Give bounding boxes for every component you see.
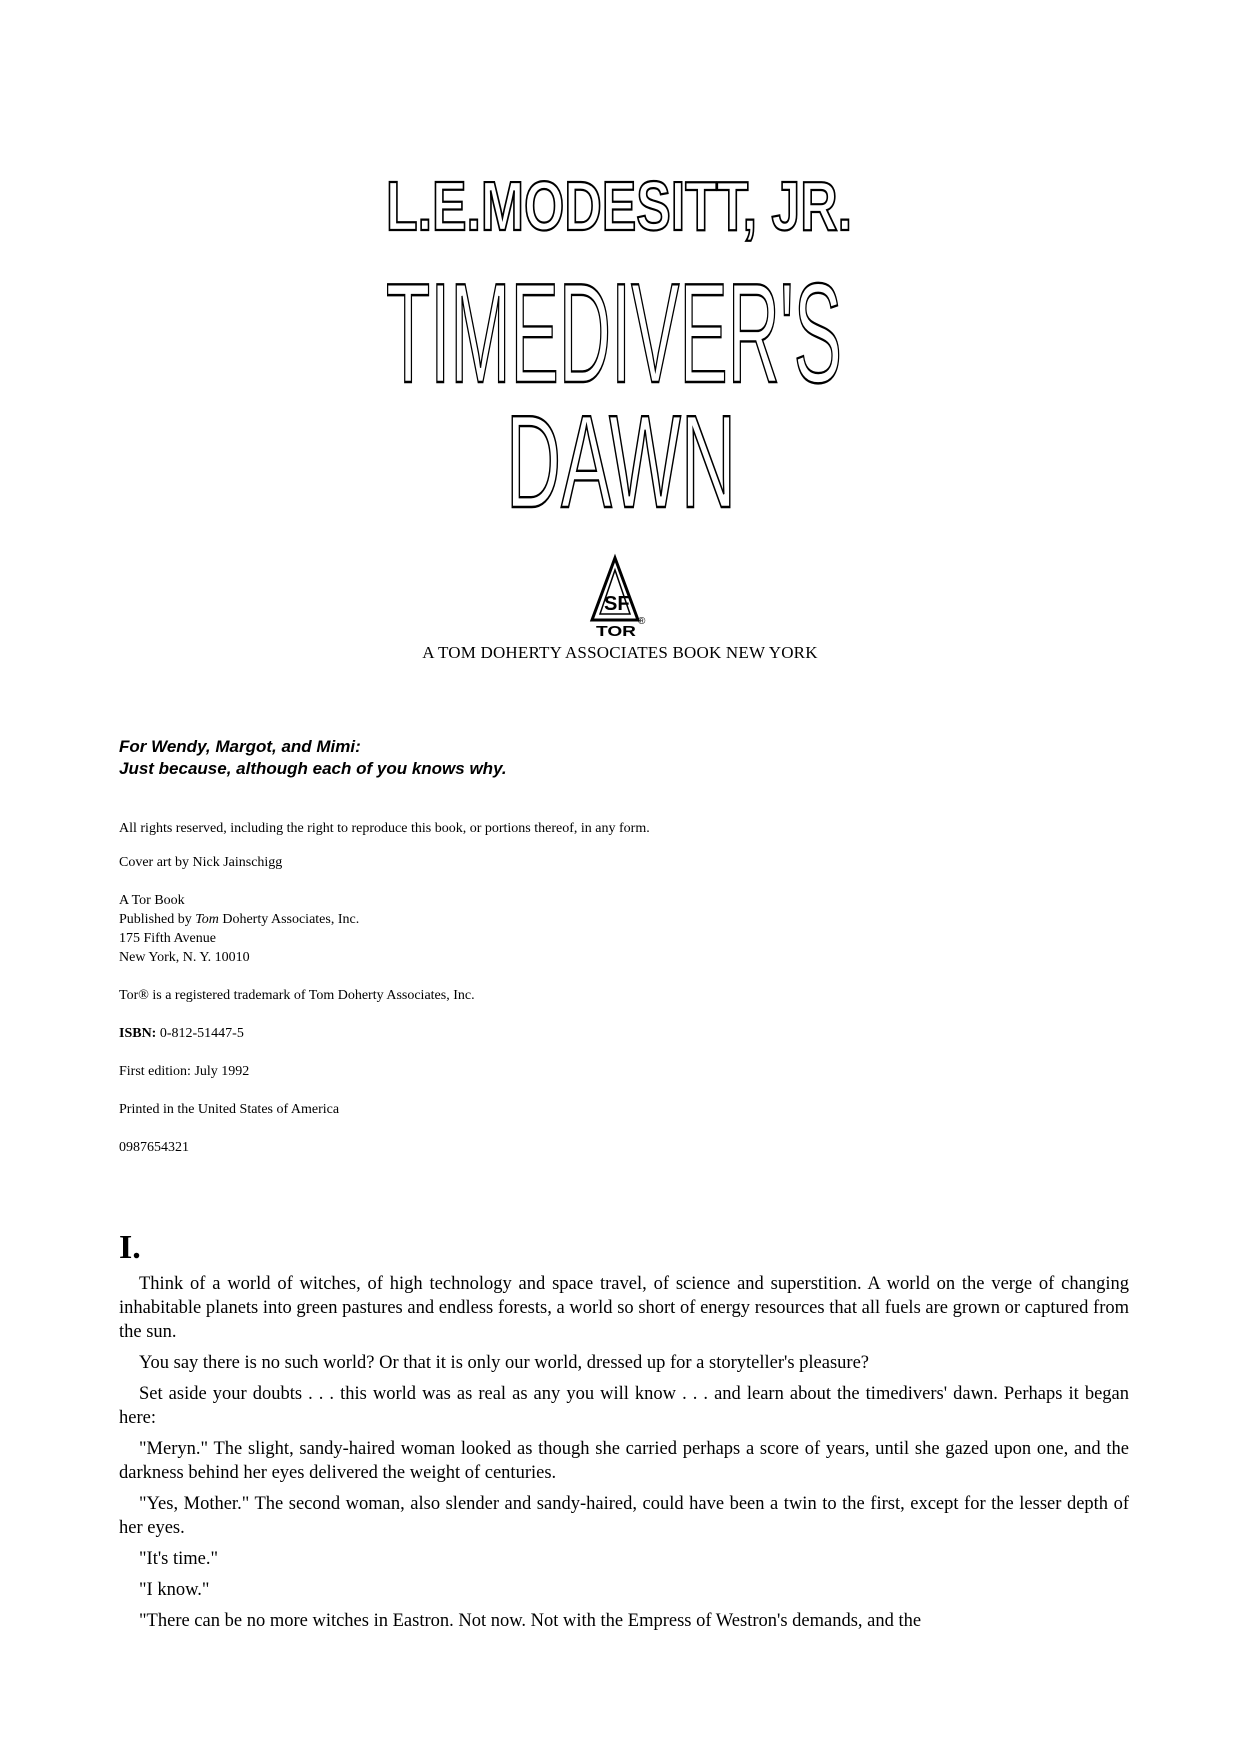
publisher-line-3: 175 Fifth Avenue bbox=[119, 931, 216, 946]
paragraph: "There can be no more witches in Eastron. Not now. Not with the Empress of Westron's demands, and the bbox=[139, 1611, 922, 1631]
chapter-one bbox=[119, 1228, 1129, 1640]
paragraph: "I know." bbox=[139, 1580, 210, 1600]
print-line: 0987654321 bbox=[119, 1140, 189, 1155]
dedication bbox=[119, 736, 919, 780]
publisher-address bbox=[119, 891, 1119, 967]
registered-mark: ® bbox=[638, 616, 646, 627]
author-name: L.E.MODESITT, JR. bbox=[386, 167, 852, 245]
author-name-display bbox=[384, 167, 854, 245]
rights-notice: All rights reserved, including the right to reproduce this book, or portions thereof, in any form. bbox=[119, 821, 650, 836]
edition-notice: First edition: July 1992 bbox=[119, 1064, 250, 1079]
imprint-line: A TOM DOHERTY ASSOCIATES BOOK NEW YORK bbox=[422, 643, 818, 662]
isbn-label: ISBN: bbox=[119, 1026, 157, 1041]
publisher-line-2-pre: Published by bbox=[119, 912, 196, 927]
publisher-line-1: A Tor Book bbox=[119, 893, 185, 908]
chapter-heading: I. bbox=[119, 1229, 141, 1266]
dedication-line-2: Just because, although each of you knows why. bbox=[119, 759, 507, 778]
paragraph: "Yes, Mother." The second woman, also slender and sandy-haired, could have been a twin to the first, except for the lesser depth of her eyes. bbox=[119, 1494, 1129, 1538]
isbn-value: 0-812-51447-5 bbox=[156, 1026, 244, 1041]
trademark-notice: Tor® is a registered trademark of Tom Doherty Associates, Inc. bbox=[119, 988, 475, 1003]
printed-notice: Printed in the United States of America bbox=[119, 1102, 340, 1117]
title-line-1: TIMEDIVER'S bbox=[386, 254, 842, 413]
paragraph: "It's time." bbox=[139, 1549, 219, 1569]
isbn bbox=[119, 1024, 1119, 1043]
title-line-2: DAWN bbox=[506, 388, 736, 535]
paragraph: "Meryn." The slight, sandy-haired woman looked as though she carried perhaps a score of years, until she gazed upon one, and the darkness behind her eyes delivered the weight of centuries. bbox=[119, 1439, 1129, 1483]
dedication-line-1: For Wendy, Margot, and Mimi: bbox=[119, 737, 361, 756]
publisher-line-4: New York, N. Y. 10010 bbox=[119, 950, 250, 965]
tor-logo-text: TOR bbox=[596, 623, 637, 640]
book-title-display bbox=[384, 254, 854, 535]
cover-art-credit: Cover art by Nick Jainschigg bbox=[119, 855, 283, 870]
paragraph: Think of a world of witches, of high technology and space travel, of science and superstition. A world on the verge of changing inhabitable planets into green pastures and endless forests, a world so short of energy resources that all fuels are grown or captured from the sun. bbox=[119, 1274, 1129, 1342]
publisher-line-2-em: Tom bbox=[195, 912, 219, 927]
publisher-line-2 bbox=[119, 910, 1119, 929]
paragraph: You say there is no such world? Or that it is only our world, dressed up for a storyteller's pleasure? bbox=[139, 1353, 870, 1373]
tor-logo bbox=[588, 556, 658, 638]
paragraph: Set aside your doubts . . . this world was as real as any you will know . . . and learn about the timedivers' dawn. Perhaps it began here: bbox=[119, 1384, 1129, 1428]
tor-logo-monogram: SF bbox=[604, 593, 630, 615]
publisher-line-2-post: Doherty Associates, Inc. bbox=[218, 912, 360, 927]
copyright-block bbox=[119, 819, 1119, 1157]
